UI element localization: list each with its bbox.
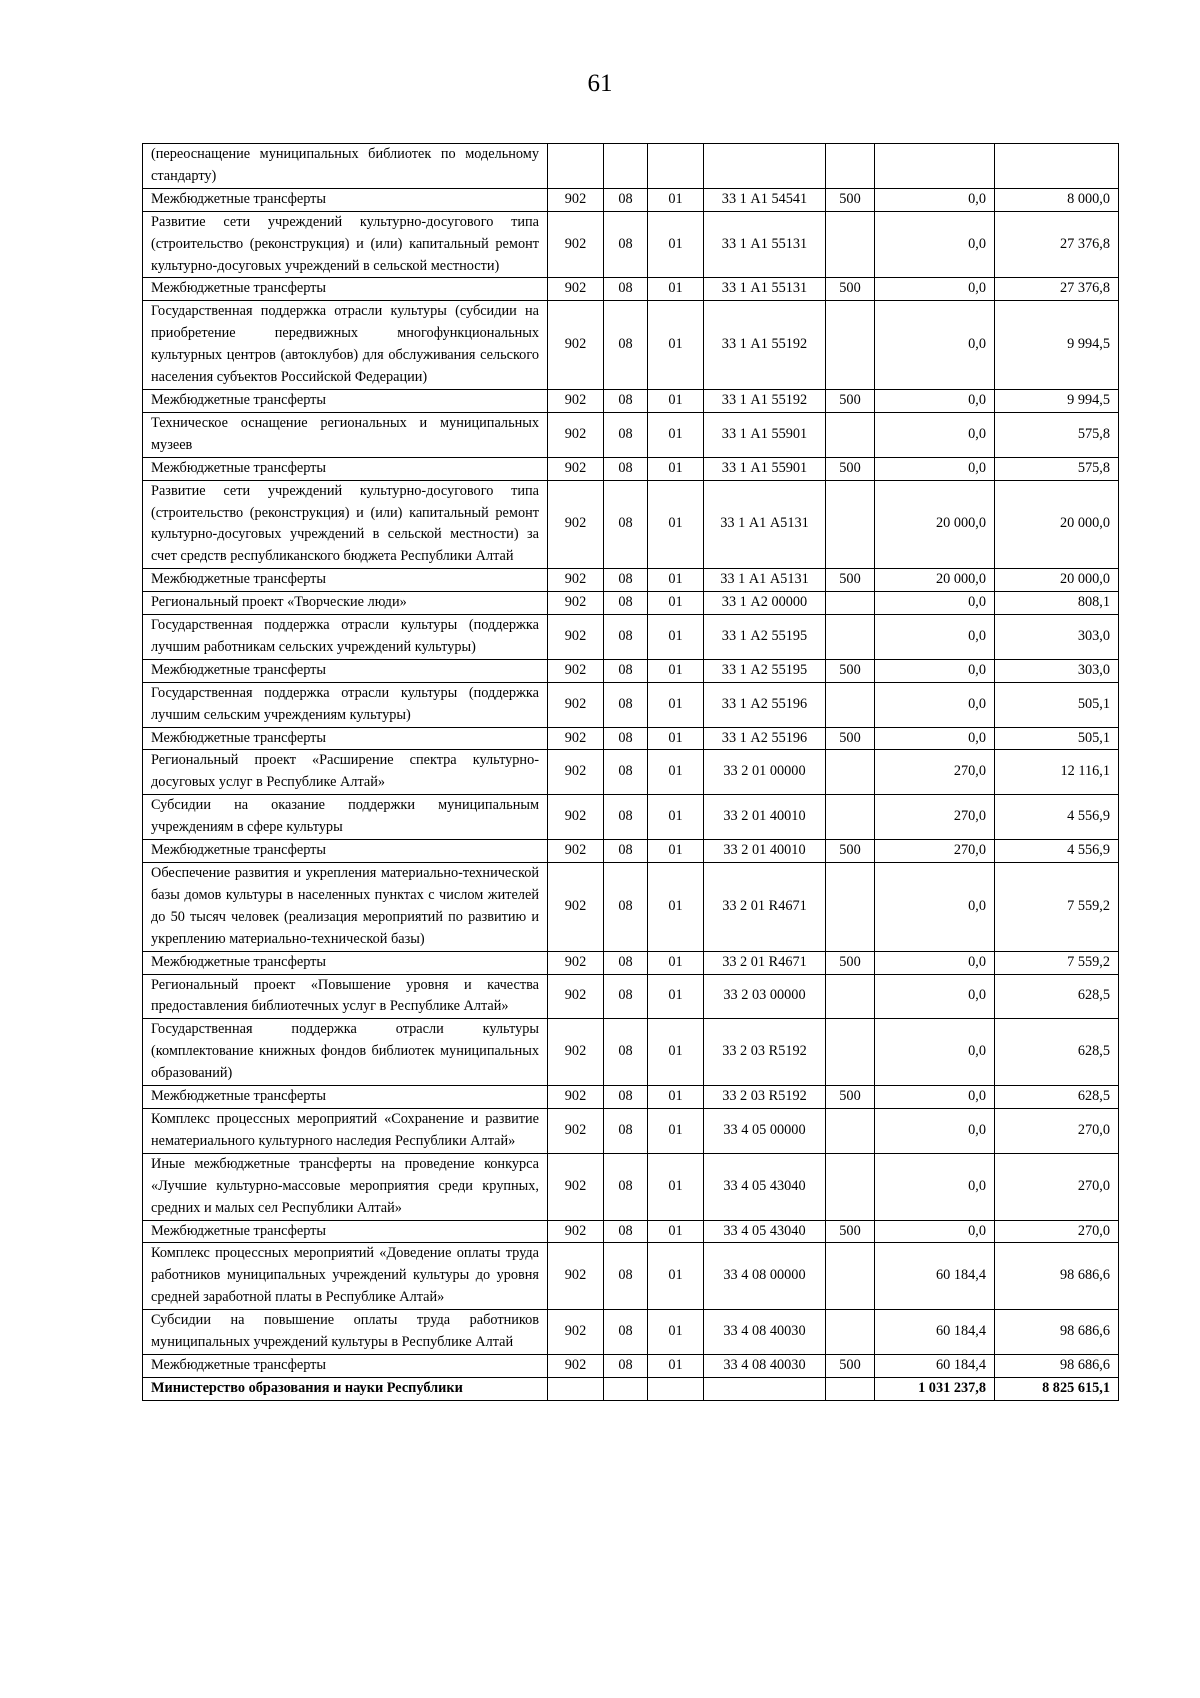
subsection-code bbox=[648, 1377, 704, 1400]
row-name: Государственная поддержка отрасли культуры (поддержка лучшим работникам сельских учреждений культуры) bbox=[143, 615, 548, 660]
amount-2: 20 000,0 bbox=[995, 569, 1119, 592]
table-row bbox=[143, 1086, 1119, 1109]
admin-code: 902 bbox=[548, 974, 604, 1019]
amount-2: 628,5 bbox=[995, 1019, 1119, 1086]
amount-2: 98 686,6 bbox=[995, 1243, 1119, 1310]
admin-code bbox=[548, 144, 604, 189]
section-code: 08 bbox=[604, 1310, 648, 1355]
amount-1: 0,0 bbox=[875, 592, 995, 615]
subsection-code: 01 bbox=[648, 278, 704, 301]
target-article-code: 33 1 А1 55192 bbox=[704, 389, 826, 412]
section-code: 08 bbox=[604, 750, 648, 795]
admin-code: 902 bbox=[548, 659, 604, 682]
section-code: 08 bbox=[604, 1354, 648, 1377]
amount-1: 0,0 bbox=[875, 659, 995, 682]
row-name: Межбюджетные трансферты bbox=[143, 951, 548, 974]
table-row bbox=[143, 457, 1119, 480]
row-name: Межбюджетные трансферты bbox=[143, 278, 548, 301]
amount-2: 9 994,5 bbox=[995, 389, 1119, 412]
amount-1: 0,0 bbox=[875, 211, 995, 278]
amount-2: 8 825 615,1 bbox=[995, 1377, 1119, 1400]
table-row bbox=[143, 659, 1119, 682]
expense-type-code: 500 bbox=[826, 1220, 875, 1243]
expense-type-code: 500 bbox=[826, 569, 875, 592]
table-row bbox=[143, 188, 1119, 211]
admin-code: 902 bbox=[548, 389, 604, 412]
admin-code: 902 bbox=[548, 840, 604, 863]
section-code: 08 bbox=[604, 1086, 648, 1109]
table-row bbox=[143, 412, 1119, 457]
expense-type-code bbox=[826, 1153, 875, 1220]
row-name: Межбюджетные трансферты bbox=[143, 727, 548, 750]
amount-1: 0,0 bbox=[875, 615, 995, 660]
row-name: (переоснащение муниципальных библиотек по модельному стандарту) bbox=[143, 144, 548, 189]
admin-code: 902 bbox=[548, 278, 604, 301]
expense-type-code: 500 bbox=[826, 278, 875, 301]
amount-1: 0,0 bbox=[875, 1086, 995, 1109]
target-article-code: 33 1 А1 54541 bbox=[704, 188, 826, 211]
amount-2: 98 686,6 bbox=[995, 1310, 1119, 1355]
subsection-code: 01 bbox=[648, 795, 704, 840]
row-name: Региональный проект «Повышение уровня и качества предоставления библиотечных услуг в Республике Алтай» bbox=[143, 974, 548, 1019]
subsection-code: 01 bbox=[648, 1086, 704, 1109]
expense-type-code bbox=[826, 412, 875, 457]
admin-code: 902 bbox=[548, 1086, 604, 1109]
table-row bbox=[143, 301, 1119, 390]
section-code: 08 bbox=[604, 412, 648, 457]
subsection-code: 01 bbox=[648, 682, 704, 727]
target-article-code: 33 1 А1 55192 bbox=[704, 301, 826, 390]
expense-type-code: 500 bbox=[826, 188, 875, 211]
admin-code bbox=[548, 1377, 604, 1400]
admin-code: 902 bbox=[548, 750, 604, 795]
expense-type-code bbox=[826, 750, 875, 795]
expense-type-code: 500 bbox=[826, 951, 875, 974]
expense-type-code bbox=[826, 1243, 875, 1310]
amount-1: 0,0 bbox=[875, 301, 995, 390]
expense-type-code bbox=[826, 211, 875, 278]
budget-table-body bbox=[143, 144, 1119, 1401]
target-article-code: 33 4 05 00000 bbox=[704, 1108, 826, 1153]
section-code: 08 bbox=[604, 615, 648, 660]
row-name: Межбюджетные трансферты bbox=[143, 1354, 548, 1377]
table-row bbox=[143, 480, 1119, 569]
table-row bbox=[143, 682, 1119, 727]
expense-type-code: 500 bbox=[826, 659, 875, 682]
row-name: Межбюджетные трансферты bbox=[143, 569, 548, 592]
admin-code: 902 bbox=[548, 863, 604, 952]
section-code: 08 bbox=[604, 480, 648, 569]
row-name: Министерство образования и науки Республики bbox=[143, 1377, 548, 1400]
section-code: 08 bbox=[604, 1243, 648, 1310]
row-name: Комплекс процессных мероприятий «Доведение оплаты труда работников муниципальных учреждений культуры до уровня средней заработной платы в Республике Алтай» bbox=[143, 1243, 548, 1310]
amount-2: 303,0 bbox=[995, 615, 1119, 660]
table-row bbox=[143, 1153, 1119, 1220]
table-row bbox=[143, 569, 1119, 592]
section-code: 08 bbox=[604, 211, 648, 278]
target-article-code: 33 1 А1 55131 bbox=[704, 278, 826, 301]
target-article-code: 33 1 А1 А5131 bbox=[704, 569, 826, 592]
target-article-code: 33 1 А2 00000 bbox=[704, 592, 826, 615]
subsection-code: 01 bbox=[648, 412, 704, 457]
table-row bbox=[143, 727, 1119, 750]
amount-1: 270,0 bbox=[875, 750, 995, 795]
subsection-code: 01 bbox=[648, 1243, 704, 1310]
amount-2: 7 559,2 bbox=[995, 951, 1119, 974]
amount-1: 0,0 bbox=[875, 457, 995, 480]
table-row bbox=[143, 278, 1119, 301]
row-name: Развитие сети учреждений культурно-досугового типа (строительство (реконструкция) и (или) капитальный ремонт культурно-досуговых учреждений в сельской местности) bbox=[143, 211, 548, 278]
amount-2: 9 994,5 bbox=[995, 301, 1119, 390]
admin-code: 902 bbox=[548, 211, 604, 278]
section-code: 08 bbox=[604, 301, 648, 390]
table-row bbox=[143, 389, 1119, 412]
subsection-code: 01 bbox=[648, 1354, 704, 1377]
amount-2: 505,1 bbox=[995, 727, 1119, 750]
target-article-code bbox=[704, 144, 826, 189]
amount-1: 0,0 bbox=[875, 974, 995, 1019]
target-article-code: 33 2 01 R4671 bbox=[704, 951, 826, 974]
amount-2: 628,5 bbox=[995, 1086, 1119, 1109]
subsection-code: 01 bbox=[648, 1220, 704, 1243]
expense-type-code bbox=[826, 480, 875, 569]
section-code: 08 bbox=[604, 727, 648, 750]
amount-1: 60 184,4 bbox=[875, 1310, 995, 1355]
subsection-code: 01 bbox=[648, 659, 704, 682]
amount-2: 575,8 bbox=[995, 412, 1119, 457]
table-row bbox=[143, 1354, 1119, 1377]
amount-1: 0,0 bbox=[875, 389, 995, 412]
amount-2 bbox=[995, 144, 1119, 189]
row-name: Межбюджетные трансферты bbox=[143, 659, 548, 682]
row-name: Региональный проект «Творческие люди» bbox=[143, 592, 548, 615]
section-code: 08 bbox=[604, 974, 648, 1019]
table-row bbox=[143, 1243, 1119, 1310]
admin-code: 902 bbox=[548, 1243, 604, 1310]
table-row bbox=[143, 951, 1119, 974]
section-code: 08 bbox=[604, 188, 648, 211]
target-article-code: 33 1 А2 55195 bbox=[704, 659, 826, 682]
subsection-code: 01 bbox=[648, 951, 704, 974]
row-name: Техническое оснащение региональных и муниципальных музеев bbox=[143, 412, 548, 457]
admin-code: 902 bbox=[548, 951, 604, 974]
subsection-code: 01 bbox=[648, 211, 704, 278]
amount-2: 98 686,6 bbox=[995, 1354, 1119, 1377]
section-code: 08 bbox=[604, 457, 648, 480]
row-name: Государственная поддержка отрасли культуры (поддержка лучшим сельским учреждениям культуры) bbox=[143, 682, 548, 727]
admin-code: 902 bbox=[548, 727, 604, 750]
amount-2: 4 556,9 bbox=[995, 795, 1119, 840]
admin-code: 902 bbox=[548, 615, 604, 660]
amount-1: 0,0 bbox=[875, 863, 995, 952]
amount-2: 303,0 bbox=[995, 659, 1119, 682]
table-row bbox=[143, 1019, 1119, 1086]
amount-2: 8 000,0 bbox=[995, 188, 1119, 211]
target-article-code: 33 2 01 40010 bbox=[704, 795, 826, 840]
amount-1: 60 184,4 bbox=[875, 1243, 995, 1310]
admin-code: 902 bbox=[548, 1310, 604, 1355]
target-article-code: 33 4 08 40030 bbox=[704, 1354, 826, 1377]
expense-type-code bbox=[826, 1377, 875, 1400]
expense-type-code: 500 bbox=[826, 389, 875, 412]
amount-1: 60 184,4 bbox=[875, 1354, 995, 1377]
target-article-code: 33 1 А1 А5131 bbox=[704, 480, 826, 569]
expense-type-code: 500 bbox=[826, 1354, 875, 1377]
amount-2: 270,0 bbox=[995, 1108, 1119, 1153]
page-number: 61 bbox=[587, 70, 613, 97]
expense-type-code: 500 bbox=[826, 727, 875, 750]
admin-code: 902 bbox=[548, 1108, 604, 1153]
row-name: Межбюджетные трансферты bbox=[143, 389, 548, 412]
amount-1: 270,0 bbox=[875, 840, 995, 863]
table-row bbox=[143, 795, 1119, 840]
admin-code: 902 bbox=[548, 1354, 604, 1377]
admin-code: 902 bbox=[548, 1220, 604, 1243]
expense-type-code bbox=[826, 1019, 875, 1086]
target-article-code: 33 2 03 R5192 bbox=[704, 1086, 826, 1109]
amount-2: 808,1 bbox=[995, 592, 1119, 615]
section-code: 08 bbox=[604, 569, 648, 592]
row-name: Субсидии на оказание поддержки муниципальным учреждениям в сфере культуры bbox=[143, 795, 548, 840]
admin-code: 902 bbox=[548, 188, 604, 211]
admin-code: 902 bbox=[548, 1019, 604, 1086]
subsection-code: 01 bbox=[648, 1153, 704, 1220]
subsection-code: 01 bbox=[648, 727, 704, 750]
subsection-code: 01 bbox=[648, 457, 704, 480]
table-row bbox=[143, 1108, 1119, 1153]
subsection-code: 01 bbox=[648, 1310, 704, 1355]
amount-2: 27 376,8 bbox=[995, 211, 1119, 278]
section-code: 08 bbox=[604, 840, 648, 863]
table-row bbox=[143, 750, 1119, 795]
amount-2: 7 559,2 bbox=[995, 863, 1119, 952]
admin-code: 902 bbox=[548, 480, 604, 569]
row-name: Развитие сети учреждений культурно-досугового типа (строительство (реконструкция) и (или) капитальный ремонт культурно-досуговых учреждений в сельской местности) за счет средств республиканского бюджета Республики Алтай bbox=[143, 480, 548, 569]
subsection-code: 01 bbox=[648, 615, 704, 660]
row-name: Иные межбюджетные трансферты на проведение конкурса «Лучшие культурно-массовые мероприятия среди крупных, средних и малых сел Республики Алтай» bbox=[143, 1153, 548, 1220]
target-article-code: 33 2 01 40010 bbox=[704, 840, 826, 863]
section-code: 08 bbox=[604, 682, 648, 727]
amount-1: 0,0 bbox=[875, 278, 995, 301]
expense-type-code bbox=[826, 301, 875, 390]
row-name: Межбюджетные трансферты bbox=[143, 188, 548, 211]
amount-1: 270,0 bbox=[875, 795, 995, 840]
row-name: Межбюджетные трансферты bbox=[143, 457, 548, 480]
amount-1 bbox=[875, 144, 995, 189]
table-row bbox=[143, 615, 1119, 660]
subsection-code: 01 bbox=[648, 301, 704, 390]
target-article-code: 33 1 А1 55901 bbox=[704, 412, 826, 457]
row-name: Субсидии на повышение оплаты труда работников муниципальных учреждений культуры в Республике Алтай bbox=[143, 1310, 548, 1355]
section-code bbox=[604, 1377, 648, 1400]
amount-1: 0,0 bbox=[875, 1019, 995, 1086]
amount-1: 0,0 bbox=[875, 1153, 995, 1220]
target-article-code: 33 2 03 00000 bbox=[704, 974, 826, 1019]
admin-code: 902 bbox=[548, 301, 604, 390]
expense-type-code: 500 bbox=[826, 457, 875, 480]
row-name: Региональный проект «Расширение спектра культурно-досуговых услуг в Республике Алтай» bbox=[143, 750, 548, 795]
row-name: Межбюджетные трансферты bbox=[143, 1220, 548, 1243]
section-code: 08 bbox=[604, 1019, 648, 1086]
amount-1: 0,0 bbox=[875, 682, 995, 727]
amount-1: 0,0 bbox=[875, 412, 995, 457]
amount-2: 20 000,0 bbox=[995, 480, 1119, 569]
subsection-code: 01 bbox=[648, 592, 704, 615]
row-name: Государственная поддержка отрасли культуры (комплектование книжных фондов библиотек муниципальных образований) bbox=[143, 1019, 548, 1086]
target-article-code: 33 4 08 00000 bbox=[704, 1243, 826, 1310]
amount-1: 20 000,0 bbox=[875, 569, 995, 592]
section-code: 08 bbox=[604, 795, 648, 840]
row-name: Комплекс процессных мероприятий «Сохранение и развитие нематериального культурного наследия Республики Алтай» bbox=[143, 1108, 548, 1153]
amount-1: 0,0 bbox=[875, 188, 995, 211]
expense-type-code bbox=[826, 144, 875, 189]
target-article-code: 33 1 А2 55196 bbox=[704, 682, 826, 727]
admin-code: 902 bbox=[548, 569, 604, 592]
section-code: 08 bbox=[604, 1153, 648, 1220]
amount-2: 12 116,1 bbox=[995, 750, 1119, 795]
section-code: 08 bbox=[604, 951, 648, 974]
amount-1: 0,0 bbox=[875, 1108, 995, 1153]
amount-2: 270,0 bbox=[995, 1153, 1119, 1220]
admin-code: 902 bbox=[548, 682, 604, 727]
subsection-code: 01 bbox=[648, 863, 704, 952]
admin-code: 902 bbox=[548, 457, 604, 480]
expense-type-code bbox=[826, 615, 875, 660]
subsection-code: 01 bbox=[648, 480, 704, 569]
subsection-code: 01 bbox=[648, 389, 704, 412]
target-article-code: 33 2 01 00000 bbox=[704, 750, 826, 795]
amount-1: 20 000,0 bbox=[875, 480, 995, 569]
row-name: Межбюджетные трансферты bbox=[143, 840, 548, 863]
amount-2: 270,0 bbox=[995, 1220, 1119, 1243]
section-code: 08 bbox=[604, 1220, 648, 1243]
admin-code: 902 bbox=[548, 412, 604, 457]
target-article-code: 33 1 А2 55196 bbox=[704, 727, 826, 750]
table-row bbox=[143, 144, 1119, 189]
table-row bbox=[143, 592, 1119, 615]
row-name: Государственная поддержка отрасли культуры (субсидии на приобретение передвижных многофункциональных культурных центров (автоклубов) для обслуживания сельского населения субъектов Российской Федерации) bbox=[143, 301, 548, 390]
subsection-code: 01 bbox=[648, 1108, 704, 1153]
amount-2: 4 556,9 bbox=[995, 840, 1119, 863]
target-article-code: 33 4 05 43040 bbox=[704, 1220, 826, 1243]
amount-2: 505,1 bbox=[995, 682, 1119, 727]
amount-1: 1 031 237,8 bbox=[875, 1377, 995, 1400]
expense-type-code bbox=[826, 592, 875, 615]
target-article-code: 33 4 05 43040 bbox=[704, 1153, 826, 1220]
section-code: 08 bbox=[604, 659, 648, 682]
row-name: Обеспечение развития и укрепления материально-технической базы домов культуры в населенных пунктах с числом жителей до 50 тысяч человек (реализация мероприятий по развитию и укреплению материально-технической базы) bbox=[143, 863, 548, 952]
amount-1: 0,0 bbox=[875, 1220, 995, 1243]
target-article-code: 33 4 08 40030 bbox=[704, 1310, 826, 1355]
subsection-code: 01 bbox=[648, 188, 704, 211]
target-article-code: 33 1 А1 55131 bbox=[704, 211, 826, 278]
expense-type-code bbox=[826, 974, 875, 1019]
amount-2: 575,8 bbox=[995, 457, 1119, 480]
section-code: 08 bbox=[604, 278, 648, 301]
target-article-code: 33 1 А1 55901 bbox=[704, 457, 826, 480]
admin-code: 902 bbox=[548, 1153, 604, 1220]
expense-type-code bbox=[826, 795, 875, 840]
section-code: 08 bbox=[604, 592, 648, 615]
amount-1: 0,0 bbox=[875, 951, 995, 974]
amount-2: 27 376,8 bbox=[995, 278, 1119, 301]
table-row bbox=[143, 1310, 1119, 1355]
target-article-code bbox=[704, 1377, 826, 1400]
section-code: 08 bbox=[604, 863, 648, 952]
subsection-code: 01 bbox=[648, 840, 704, 863]
admin-code: 902 bbox=[548, 592, 604, 615]
table-row bbox=[143, 840, 1119, 863]
admin-code: 902 bbox=[548, 795, 604, 840]
amount-2: 628,5 bbox=[995, 974, 1119, 1019]
expense-type-code bbox=[826, 1310, 875, 1355]
subsection-code: 01 bbox=[648, 569, 704, 592]
subsection-code bbox=[648, 144, 704, 189]
section-code bbox=[604, 144, 648, 189]
expense-type-code: 500 bbox=[826, 840, 875, 863]
table-row bbox=[143, 211, 1119, 278]
row-name: Межбюджетные трансферты bbox=[143, 1086, 548, 1109]
expense-type-code: 500 bbox=[826, 1086, 875, 1109]
table-row bbox=[143, 974, 1119, 1019]
section-code: 08 bbox=[604, 1108, 648, 1153]
expense-type-code bbox=[826, 1108, 875, 1153]
target-article-code: 33 2 01 R4671 bbox=[704, 863, 826, 952]
amount-1: 0,0 bbox=[875, 727, 995, 750]
target-article-code: 33 2 03 R5192 bbox=[704, 1019, 826, 1086]
table-row bbox=[143, 1220, 1119, 1243]
subsection-code: 01 bbox=[648, 1019, 704, 1086]
section-code: 08 bbox=[604, 389, 648, 412]
budget-table bbox=[142, 143, 1119, 1401]
subsection-code: 01 bbox=[648, 974, 704, 1019]
table-row bbox=[143, 863, 1119, 952]
target-article-code: 33 1 А2 55195 bbox=[704, 615, 826, 660]
total-row bbox=[143, 1377, 1119, 1400]
expense-type-code bbox=[826, 682, 875, 727]
expense-type-code bbox=[826, 863, 875, 952]
subsection-code: 01 bbox=[648, 750, 704, 795]
